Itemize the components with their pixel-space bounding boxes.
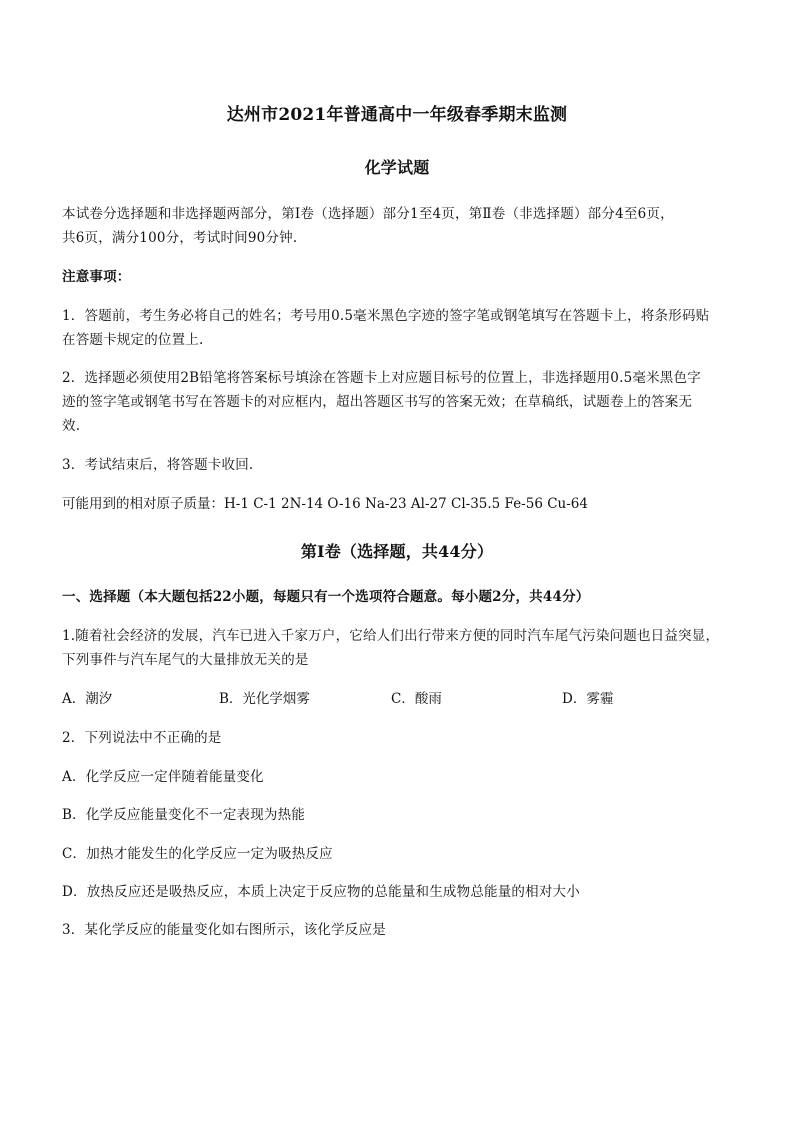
question-2-option-a: A．化学反应一定伴随着能量变化 (62, 769, 264, 785)
intro-line-2: 共6页，满分100分，考试时间90分钟. (62, 230, 298, 246)
question-2-stem: 2．下列说法中不正确的是 (62, 730, 222, 746)
part-1-title: 第Ⅰ卷（选择题，共44分） (300, 542, 494, 561)
subject-title: 化学试题 (364, 158, 430, 177)
question-1-stem-line-1: 1.随着社会经济的发展，汽车已进入千家万户，它给人们出行带来方便的同时汽车尾气污染问题也日益突显， (62, 628, 720, 644)
notes-heading: 注意事项： (62, 269, 131, 285)
question-1-option-d: D．雾霾 (562, 691, 614, 707)
note-1-line-2: 在答题卡规定的位置上. (62, 332, 204, 348)
note-1-line-1: 1．答题前，考生务必将自己的姓名；考号用0.5毫米黑色字迹的签字笔或钢笔填写在答题卡上，将条形码贴 (62, 308, 710, 324)
question-3-stem: 3．某化学反应的能量变化如右图所示，该化学反应是 (62, 922, 386, 938)
note-2-line-1: 2．选择题必须使用2B铅笔将答案标号填涂在答题卡上对应题目标号的位置上，非选择题用0.5毫米黑色字 (62, 370, 701, 386)
question-1-stem-line-2: 下列事件与汽车尾气的大量排放无关的是 (62, 652, 309, 668)
question-2-option-d: D．放热反应还是吸热反应，本质上决定于反应物的总能量和生成物总能量的相对大小 (62, 884, 580, 900)
intro-line-1: 本试卷分选择题和非选择题两部分，第Ⅰ卷（选择题）部分1至4页，第Ⅱ卷（非选择题）部分4至6页， (62, 206, 674, 222)
note-2-line-2: 迹的签字笔或钢笔书写在答题卡的对应框内，超出答题区书写的答案无效；在草稿纸，试题卷上的答案无 (62, 394, 693, 410)
exam-title: 达州市2021年普通高中一年级春季期末监测 (226, 105, 568, 125)
note-2-line-3: 效. (62, 418, 81, 434)
question-1-option-b: B．光化学烟雾 (219, 691, 310, 707)
note-3: 3．考试结束后，将答题卡收回. (62, 457, 254, 473)
section-heading: 一、选择题（本大题包括22小题，每题只有一个选项符合题意。每小题2分，共44分） (62, 589, 590, 605)
atomic-mass-line: 可能用到的相对原子质量：H-1 C-1 2N-14 O-16 Na-23 Al-27 Cl-35.5 Fe-56 Cu-64 (62, 496, 588, 512)
question-1-option-a: A．潮汐 (62, 691, 113, 707)
question-2-option-c: C．加热才能发生的化学反应一定为吸热反应 (62, 846, 333, 862)
question-2-option-b: B．化学反应能量变化不一定表现为热能 (62, 807, 306, 823)
question-1-option-c: C．酸雨 (391, 691, 442, 707)
